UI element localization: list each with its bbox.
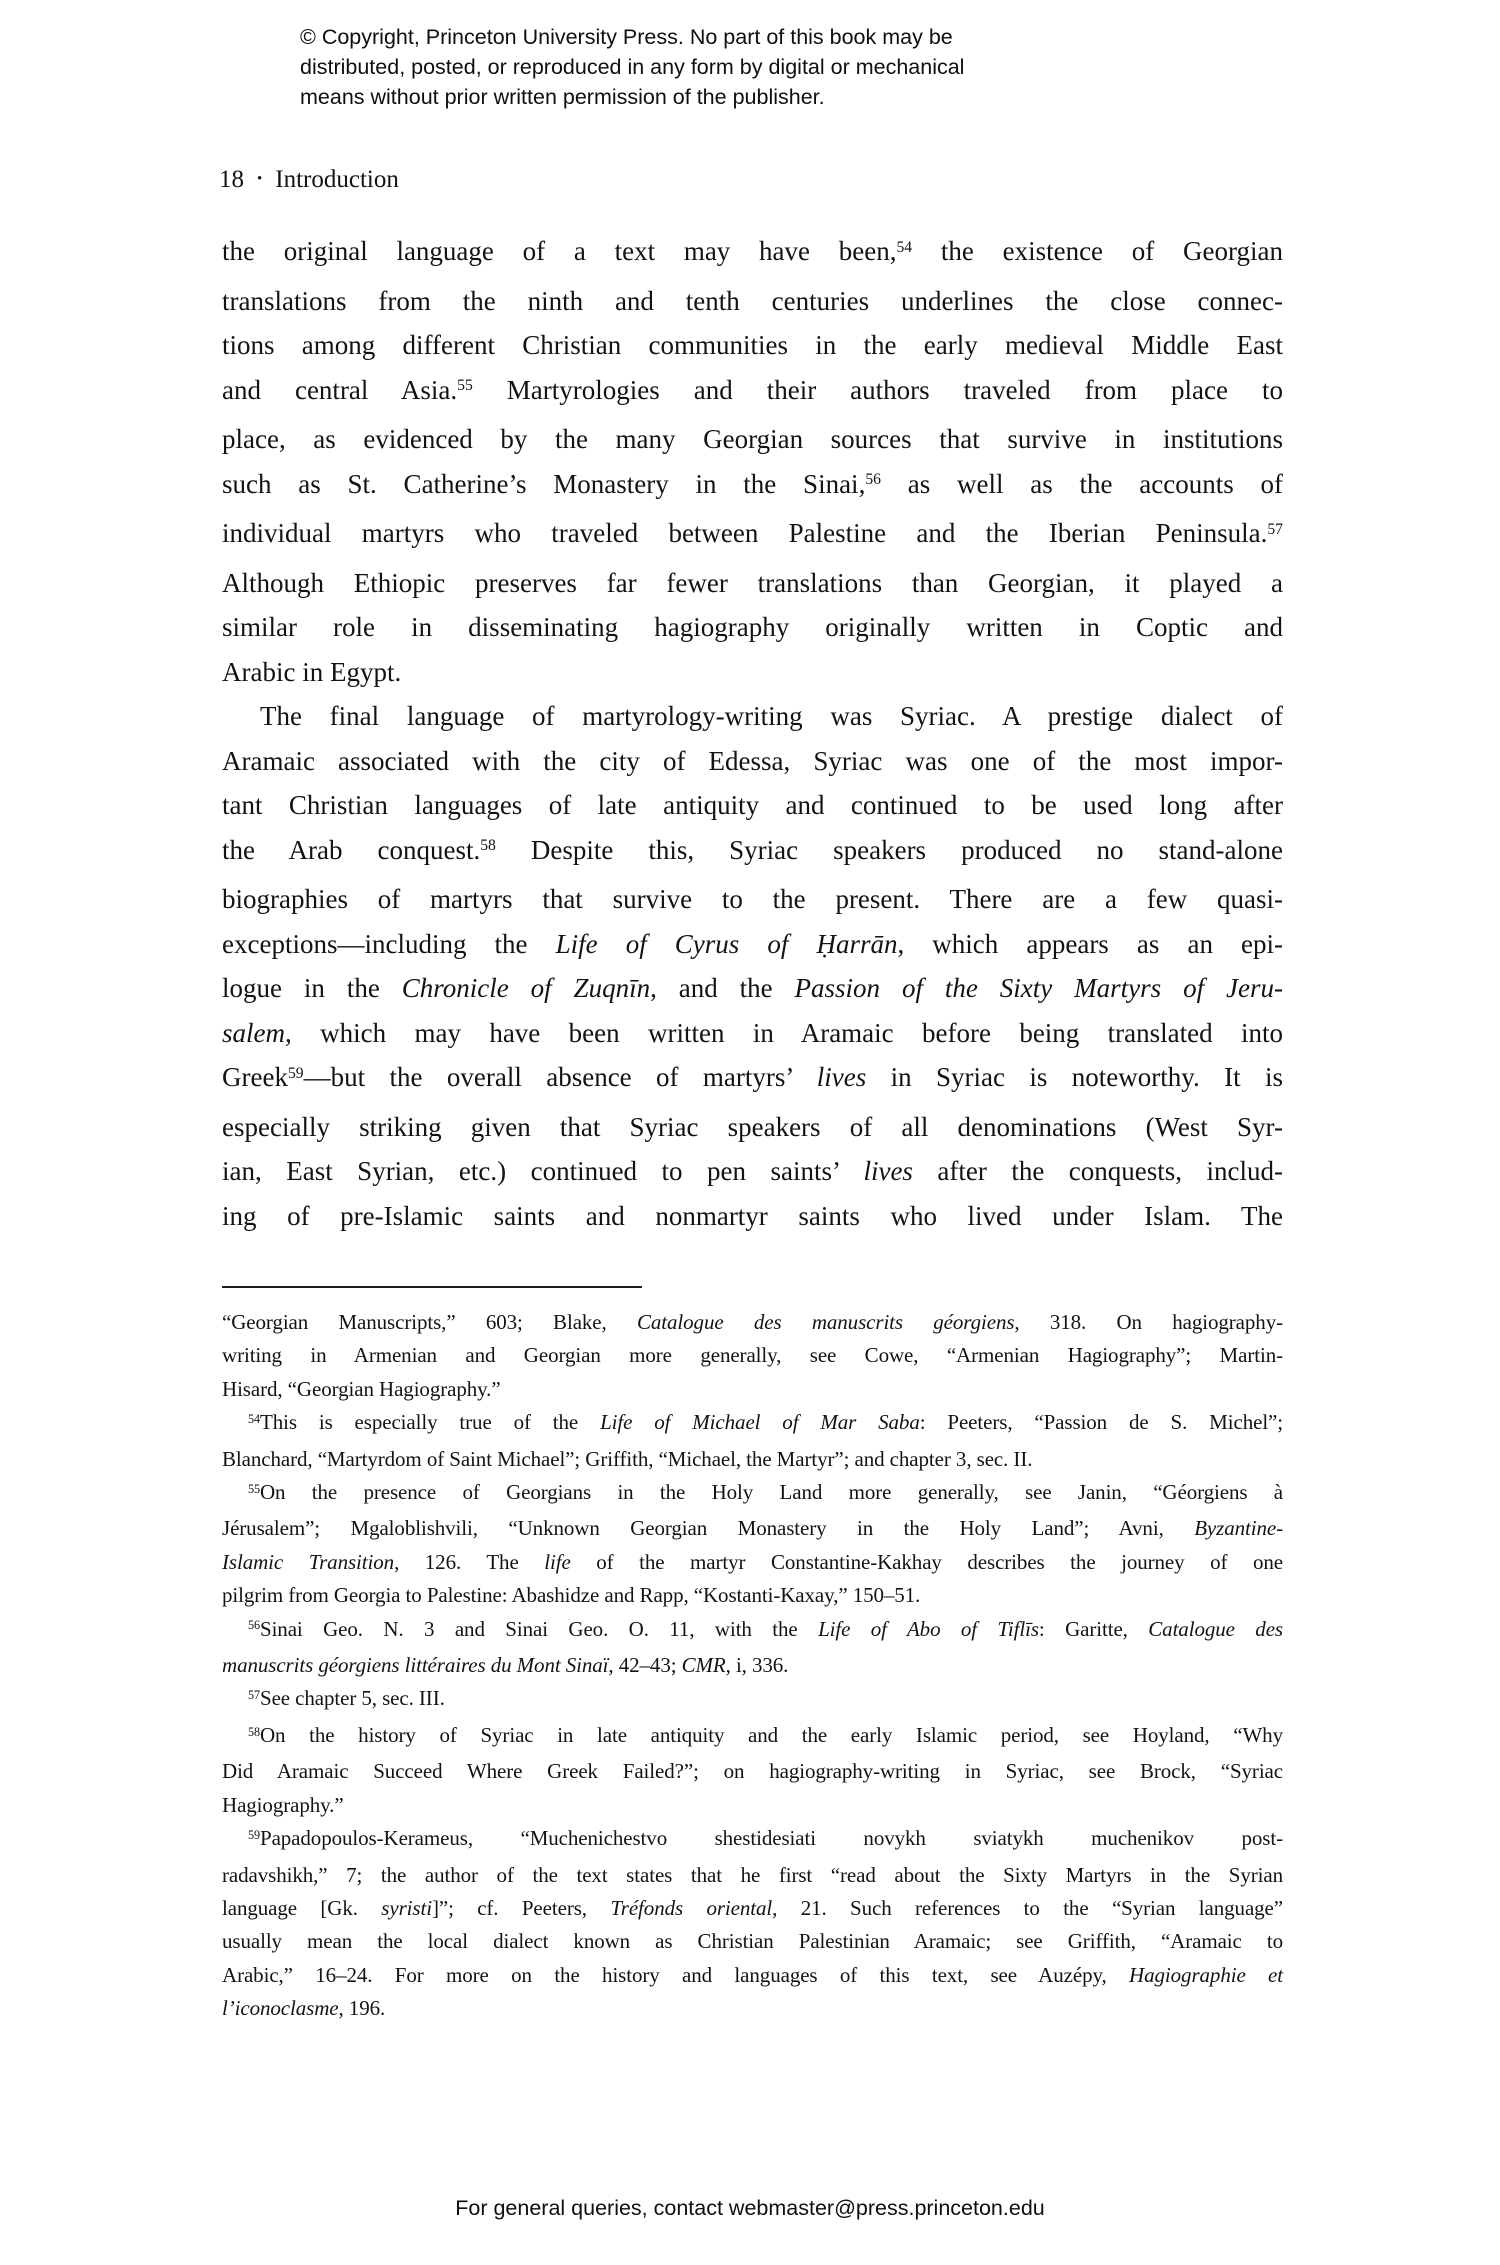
body-line — [222, 462, 1283, 512]
text-run: Sinai Geo. N. 3 and Sinai Geo. O. 11, with the — [259, 1616, 819, 1641]
text-run: Martyrologies and their authors traveled from place to — [472, 374, 1283, 405]
footnote-reference: 58 — [480, 837, 496, 855]
text-run: manuscrits géorgiens littéraires du Mont Sinaï — [222, 1653, 609, 1678]
text-run: Greek — [222, 1062, 288, 1092]
footnote-line — [222, 1755, 1283, 1788]
body-line — [222, 1149, 1283, 1194]
body-line — [222, 323, 1283, 368]
body-line — [222, 828, 1283, 878]
footnote-line — [222, 1373, 1283, 1406]
text-run: lives — [863, 1156, 913, 1186]
body-line — [222, 1055, 1283, 1105]
body-line — [222, 511, 1283, 561]
body-line — [222, 1105, 1283, 1150]
page-number: 18 — [219, 166, 244, 193]
footnote-line — [222, 1339, 1283, 1372]
footnote-line — [222, 1719, 1283, 1755]
text-run: Byzantine- — [1194, 1516, 1283, 1541]
footnote-reference: 59 — [248, 1827, 260, 1842]
footnote-line — [222, 1512, 1283, 1545]
body-line — [222, 229, 1283, 279]
body-line — [222, 922, 1283, 967]
text-run: Hagiography.” — [222, 1792, 344, 1817]
text-run: Papadopoulos-Kerameus, “Muchenichestvo shestidesiati novykh sviatykh muchenikov post- — [259, 1826, 1283, 1851]
body-line — [222, 368, 1283, 418]
text-run: , 42–43; — [608, 1653, 682, 1678]
text-run: “Georgian Manuscripts,” 603; Blake, — [222, 1310, 637, 1334]
body-line — [222, 279, 1283, 324]
text-run: Chronicle of Zuqnīn — [401, 973, 651, 1003]
text-run: writing in Armenian and Georgian more generally, see Cowe, “Armenian Hagiography”; Martin- — [222, 1343, 1283, 1368]
text-run: the Arab conquest. — [222, 834, 481, 865]
copyright-line: distributed, posted, or reproduced in any form by digital or mechanical — [300, 55, 965, 79]
text-run: in Syriac is noteworthy. It is — [866, 1062, 1283, 1092]
body-paragraph — [222, 229, 1283, 694]
footnote-line — [222, 1406, 1283, 1442]
body-line — [222, 694, 1283, 739]
text-run: of the martyr Constantine-Kakhay describes the journey of one — [570, 1549, 1284, 1574]
text-run: especially striking given that Syriac speakers of all denominations (West Syr- — [222, 1111, 1283, 1142]
footnote — [222, 1613, 1283, 1683]
copyright-line: means without prior written permission of the publisher. — [300, 85, 825, 109]
text-run: usually mean the local dialect known as Christian Palestinian Aramaic; see Griffith, “Aramaic to — [222, 1929, 1283, 1954]
text-run: after the conquests, includ- — [912, 1156, 1283, 1186]
text-run: Although Ethiopic preserves far fewer translations than Georgian, it played a — [222, 567, 1283, 598]
text-run: as well as the accounts of — [880, 468, 1284, 499]
text-run: place, as evidenced by the many Georgian sources that survive in institutions — [222, 424, 1283, 454]
text-run: Hisard, “Georgian Hagiography.” — [222, 1376, 501, 1401]
footnote — [222, 1406, 1283, 1476]
body-line — [222, 1194, 1283, 1239]
text-run: Life of Abo of Tiflīs — [818, 1616, 1039, 1641]
text-run: syristi — [381, 1895, 432, 1920]
footnote-separator-rule — [222, 1286, 642, 1288]
text-run: exceptions—including the — [222, 928, 556, 959]
text-run: lives — [816, 1062, 867, 1092]
text-run: , which may have been written in Aramaic before being translated into — [285, 1017, 1283, 1048]
body-line — [222, 877, 1283, 922]
body-line — [222, 417, 1283, 462]
text-run: logue in the — [222, 973, 402, 1003]
text-run: Aramaic associated with the city of Edessa, Syriac was one of the most impor- — [222, 745, 1283, 776]
text-run: See chapter 5, sec. III. — [259, 1686, 445, 1711]
body-line — [222, 739, 1283, 784]
footnotes-block — [222, 1306, 1283, 2026]
text-run: Tréfonds oriental — [610, 1895, 773, 1920]
text-run: radavshikh,” 7; the author of the text states that he first “read about the Sixty Martyrs in the Syrian — [222, 1862, 1283, 1887]
footnote-line — [222, 1859, 1283, 1892]
body-line — [222, 605, 1283, 650]
text-run: Life of Michael of Mar Saba — [600, 1410, 920, 1435]
footnote-line — [222, 1822, 1283, 1858]
text-run: On the history of Syriac in late antiquity and the early Islamic period, see Hoyland, “Why — [259, 1722, 1283, 1747]
text-run: Blanchard, “Martyrdom of Saint Michael”; Griffith, “Michael, the Martyr”; and chapter 3, sec. II. — [222, 1446, 1033, 1471]
text-run: ]”; cf. Peeters, — [431, 1895, 611, 1920]
running-header — [219, 164, 1500, 195]
text-run: —but the overall absence of martyrs’ — [303, 1062, 817, 1092]
footnote-line — [222, 1476, 1283, 1512]
footnote-line — [222, 1925, 1283, 1958]
text-run: Hagiographie et — [1129, 1962, 1283, 1987]
text-run: and central Asia. — [222, 374, 458, 405]
text-run: Despite this, Syriac speakers produced no stand-alone — [495, 834, 1283, 865]
footnote — [222, 1719, 1283, 1822]
footnote-reference: 56 — [248, 1618, 260, 1633]
footnote-line — [222, 1546, 1283, 1579]
footnote-reference: 55 — [248, 1481, 260, 1496]
footnote-line — [222, 1789, 1283, 1822]
body-line — [222, 650, 1283, 695]
text-run: ing of pre-Islamic saints and nonmartyr saints who lived under Islam. The — [222, 1200, 1283, 1231]
text-run: Catalogue des manuscrits géorgiens — [636, 1310, 1015, 1334]
text-run: Arabic,” 16–24. For more on the history and languages of this text, see Auzépy, — [222, 1962, 1130, 1987]
text-run: Did Aramaic Succeed Where Greek Failed?”; on hagiography-writing in Syriac, see Brock, “Syriac — [222, 1759, 1283, 1784]
text-run: Life of Cyrus of Ḥarrān — [555, 928, 898, 959]
body-line — [222, 1011, 1283, 1056]
footnote-reference: 58 — [248, 1724, 260, 1739]
footnote-line — [222, 1306, 1283, 1339]
text-run: , 196. — [338, 1996, 386, 2021]
footnote — [222, 1822, 1283, 2025]
text-run: Arabic in Egypt. — [222, 656, 402, 687]
text-run: Islamic Transition — [222, 1549, 395, 1574]
text-run: translations from the ninth and tenth centuries underlines the close connec- — [222, 285, 1283, 316]
footnote-reference: 54 — [896, 238, 913, 256]
body-line — [222, 561, 1283, 606]
footnote-reference: 57 — [1267, 520, 1283, 538]
text-run: the original language of a text may have been, — [222, 236, 897, 266]
body-text — [222, 229, 1283, 1238]
footer-contact-text: For general queries, contact webmaster@press.princeton.edu — [455, 2196, 1045, 2220]
text-run: On the presence of Georgians in the Holy Land more generally, see Janin, “Géorgiens à — [259, 1480, 1283, 1505]
footnote — [222, 1306, 1283, 1406]
text-run: : Peeters, “Passion de S. Michel”; — [919, 1410, 1284, 1435]
text-run: l’iconoclasme — [222, 1996, 339, 2021]
text-run: the existence of Georgian — [912, 236, 1283, 266]
text-run: tant Christian languages of late antiquity and continued to be used long after — [222, 790, 1283, 820]
text-run: such as St. Catherine’s Monastery in the Sinai, — [222, 468, 866, 499]
text-run: Passion of the Sixty Martyrs of Jeru- — [794, 973, 1283, 1003]
text-run: , 126. The — [394, 1549, 545, 1574]
text-run: This is especially true of the — [259, 1410, 601, 1435]
footnote-line — [222, 1443, 1283, 1476]
text-run: tions among different Christian communities in the early medieval Middle East — [222, 330, 1283, 360]
text-run: similar role in disseminating hagiography originally written in Coptic and — [222, 612, 1283, 642]
text-run: Catalogue des — [1148, 1616, 1283, 1641]
text-run: , i, 336. — [725, 1653, 789, 1678]
text-run: Jérusalem”; Mgaloblishvili, “Unknown Georgian Monastery in the Holy Land”; Avni, — [222, 1516, 1195, 1541]
text-run: biographies of martyrs that survive to the present. There are a few quasi- — [222, 884, 1283, 914]
text-run: , 21. Such references to the “Syrian language” — [772, 1895, 1284, 1920]
footnote-line — [222, 1613, 1283, 1649]
text-run: pilgrim from Georgia to Palestine: Abashidze and Rapp, “Kostanti-Kaxay,” 150–51. — [222, 1583, 921, 1608]
footnote-line — [222, 1579, 1283, 1612]
footnote — [222, 1682, 1283, 1718]
copyright-notice — [300, 22, 1500, 112]
footnote-line — [222, 1682, 1283, 1718]
text-run: ian, East Syrian, etc.) continued to pen saints’ — [222, 1156, 864, 1186]
footnote-reference: 55 — [457, 377, 473, 395]
text-run: , 318. On hagiography- — [1014, 1310, 1283, 1334]
footnote-reference: 54 — [248, 1411, 260, 1426]
text-run: , which appears as an epi- — [897, 928, 1284, 959]
bullet-separator: • — [257, 171, 263, 187]
footnote-reference: 56 — [865, 471, 881, 489]
text-run: CMR — [681, 1653, 726, 1678]
text-run: life — [544, 1549, 571, 1574]
copyright-line: © Copyright, Princeton University Press. No part of this book may be — [300, 25, 953, 49]
page-footer — [0, 2196, 1500, 2221]
text-run: , and the — [650, 973, 795, 1003]
footnote-line — [222, 1892, 1283, 1925]
footnote — [222, 1476, 1283, 1613]
footnote-reference: 59 — [287, 1064, 304, 1082]
body-line — [222, 783, 1283, 828]
footnote-reference: 57 — [248, 1688, 260, 1703]
body-line — [222, 966, 1283, 1011]
text-run: individual martyrs who traveled between Palestine and the Iberian Peninsula. — [222, 518, 1268, 548]
text-run: The final language of martyrology-writing was Syriac. A prestige dialect of — [260, 701, 1283, 731]
footnote-line — [222, 1649, 1283, 1682]
text-run: language [Gk. — [222, 1895, 382, 1920]
chapter-title: Introduction — [275, 166, 399, 193]
footnote-line — [222, 1992, 1283, 2025]
text-run: : Garitte, — [1038, 1616, 1149, 1641]
body-paragraph — [222, 694, 1283, 1238]
text-run: salem — [222, 1017, 285, 1048]
footnote-line — [222, 1959, 1283, 1992]
